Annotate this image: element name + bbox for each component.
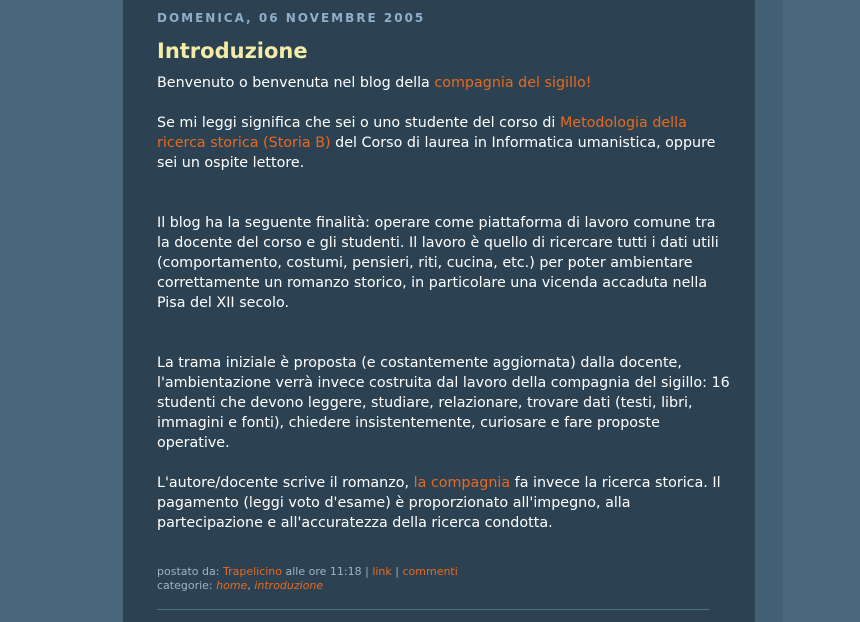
author-text-before: L'autore/docente scrive il romanzo,	[157, 475, 414, 491]
post-body	[157, 73, 732, 533]
paragraph-author	[157, 473, 732, 533]
categories-label: categorie:	[157, 579, 217, 592]
paragraph-plot: La trama iniziale è proposta (e costantemente aggiornata) dalla docente, l'ambientazione verrà invece costruita dal lavoro della compagnia del sigillo: 16 studenti che devono leggere, studiare, relazionare, trovare dati (testi, libri, immagini e fonti), chiedere insistentemente, curiosare e fare proposte operative.	[157, 355, 730, 451]
main-column	[123, 0, 755, 622]
separator: |	[391, 565, 403, 578]
right-margin	[755, 0, 860, 622]
paragraph-welcome	[157, 73, 732, 93]
paragraph-course	[157, 113, 732, 173]
separator: |	[361, 565, 373, 578]
category-home-link[interactable]: home	[216, 579, 248, 592]
post-divider	[157, 609, 710, 610]
author-text-after: fa invece la ricerca storica. Il pagamento (leggi voto d'esame) è proporzionato all'impegno, alla partecipazione e all'accuratezza della ricerca condotta.	[157, 475, 721, 531]
category-separator: ,	[247, 579, 255, 592]
paragraph-purpose: Il blog ha la seguente finalità: operare come piattaforma di lavoro comune tra la docente del corso e gli studenti. Il lavoro è quello di ricercare tutti i dati utili (comportamento, costumi, pensieri, riti, cucina, etc.) per poter ambientare correttamente un romanzo storico, in particolare una vicenda accaduta nella Pisa del XII secolo.	[157, 215, 719, 311]
post-title: Introduzione	[157, 39, 308, 63]
course-text-before: Se mi leggi significa che sei o uno studente del corso di	[157, 115, 560, 131]
time-label: alle ore	[282, 565, 330, 578]
post-time: 11:18	[329, 565, 362, 578]
post-footer	[157, 565, 732, 593]
post	[157, 0, 732, 593]
category-introduzione-link[interactable]: introduzione	[254, 579, 324, 592]
right-margin-shade	[755, 0, 783, 622]
permalink-link[interactable]: link	[372, 565, 392, 578]
left-margin	[0, 0, 123, 622]
comments-link[interactable]: commenti	[402, 565, 458, 578]
la-compagnia-link[interactable]: la compagnia	[413, 475, 511, 491]
post-categories	[157, 579, 732, 593]
welcome-text: Benvenuto o benvenuta nel blog della	[157, 75, 435, 91]
course-link[interactable]: Metodologia della ricerca storica (Storia B)	[157, 115, 687, 151]
author-link[interactable]: Trapelicino	[222, 565, 283, 578]
compagnia-del-sigillo-link[interactable]: compagnia del sigillo!	[434, 75, 592, 91]
post-date: DOMENICA, 06 NOVEMBRE 2005	[157, 11, 426, 25]
posted-by-label: postato da:	[157, 565, 223, 578]
course-text-after: del Corso di laurea in Informatica umanistica, oppure sei un ospite lettore.	[157, 135, 716, 171]
post-meta	[157, 565, 732, 579]
